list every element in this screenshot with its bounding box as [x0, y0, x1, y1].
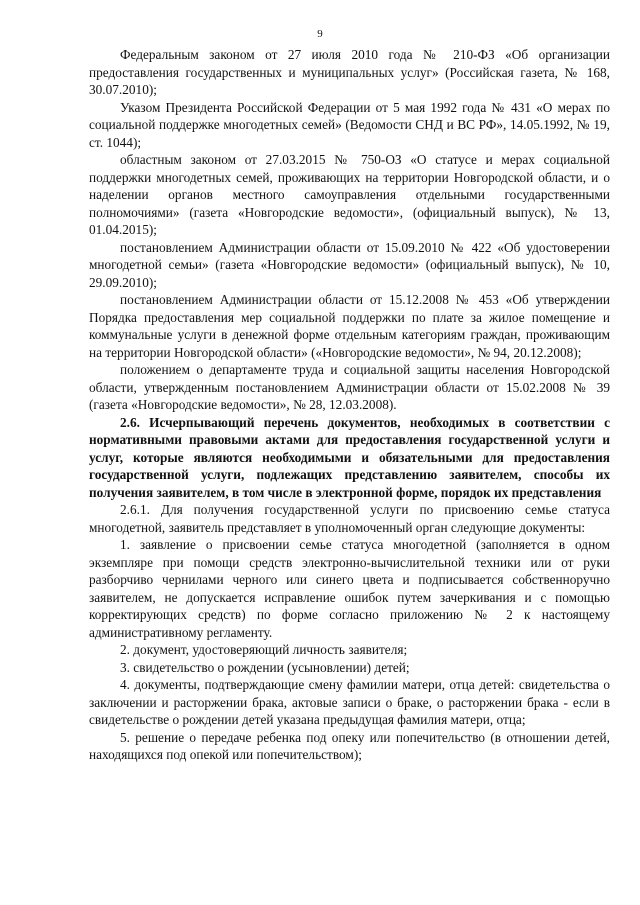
paragraph: 1. заявление о присвоении семье статуса многодетной (заполняется в одном экземпляре при помощи средств электронно-вычислительной техники или от руки разборчиво чернилами черного или синего цвета и подписывается собственноручно заявителем, не допускается исправление ошибок путем зачеркивания и с помощью корректирующих средств) по форме согласно приложению № 2 к настоящему административному регламенту.	[89, 537, 610, 640]
document-body	[89, 46, 610, 764]
paragraph: 5. решение о передаче ребенка под опеку или попечительство (в отношении детей, находящихся под опекой или попечительством);	[89, 729, 610, 762]
paragraph: Федеральным законом от 27 июля 2010 года № 210-ФЗ «Об организации предоставления государственных и муниципальных услуг» (Российская газета, № 168, 30.07.2010);	[89, 47, 610, 97]
paragraph: Указом Президента Российской Федерации от 5 мая 1992 года № 431 «О мерах по социальной поддержке многодетных семей» (Ведомости СНД и ВС РФ», 14.05.1992, № 19, ст. 1044);	[89, 99, 610, 150]
paragraph: 3. свидетельство о рождении (усыновлении) детей;	[120, 659, 410, 675]
paragraph: постановлением Администрации области от 15.09.2010 № 422 «Об удостоверении многодетной семьи» (газета «Новгородские ведомости» (официальный выпуск), № 10, 29.09.2010);	[89, 239, 610, 290]
paragraph: 4. документы, подтверждающие смену фамилии матери, отца детей: свидетельства о заключении и расторжении брака, актовые записи о браке, о расторжении брака - если в свидетельстве о рождении детей указана предыдущая фамилия матери, отца;	[89, 677, 610, 727]
section-heading: 2.6. Исчерпывающий перечень документов, необходимых в соответствии с нормативными правовыми актами для предоставления государственной услуги и услуг, которые являются необходимыми и обязательными для предоставления государственной услуги, подлежащих представлению заявителем, способы их получения заявителем, в том числе в электронной форме, порядок их представления	[89, 414, 610, 500]
paragraph: постановлением Администрации области от 15.12.2008 № 453 «Об утверждении Порядка предоставления мер социальной поддержки по плате за жилое помещение и коммунальные услуги в денежной форме отдельным категориям граждан, проживающим на территории Новгородской области» («Новгородские ведомости», № 94, 20.12.2008);	[89, 292, 610, 360]
paragraph: 2. документ, удостоверяющий личность заявителя;	[120, 642, 408, 657]
paragraph: положением о департаменте труда и социальной защиты населения Новгородской области, утвержденным постановлением Администрации области от 15.02.2008 № 39 (газета «Новгородские ведомости», № 28, 12.03.2008).	[89, 362, 610, 412]
paragraph: 2.6.1. Для получения государственной услуги по присвоению семье статуса многодетной, заявитель представляет в уполномоченный орган следующие документы:	[89, 502, 610, 535]
page-number: 9	[317, 28, 323, 40]
paragraph: областным законом от 27.03.2015 № 750-ОЗ «О статусе и мерах социальной поддержки многодетных семей, проживающих на территории Новгородской области, и о наделении органов местного самоуправления отдельными государственными полномочиями» (газета «Новгородские ведомости», (официальный выпуск), № 13, 01.04.2015);	[89, 152, 610, 237]
